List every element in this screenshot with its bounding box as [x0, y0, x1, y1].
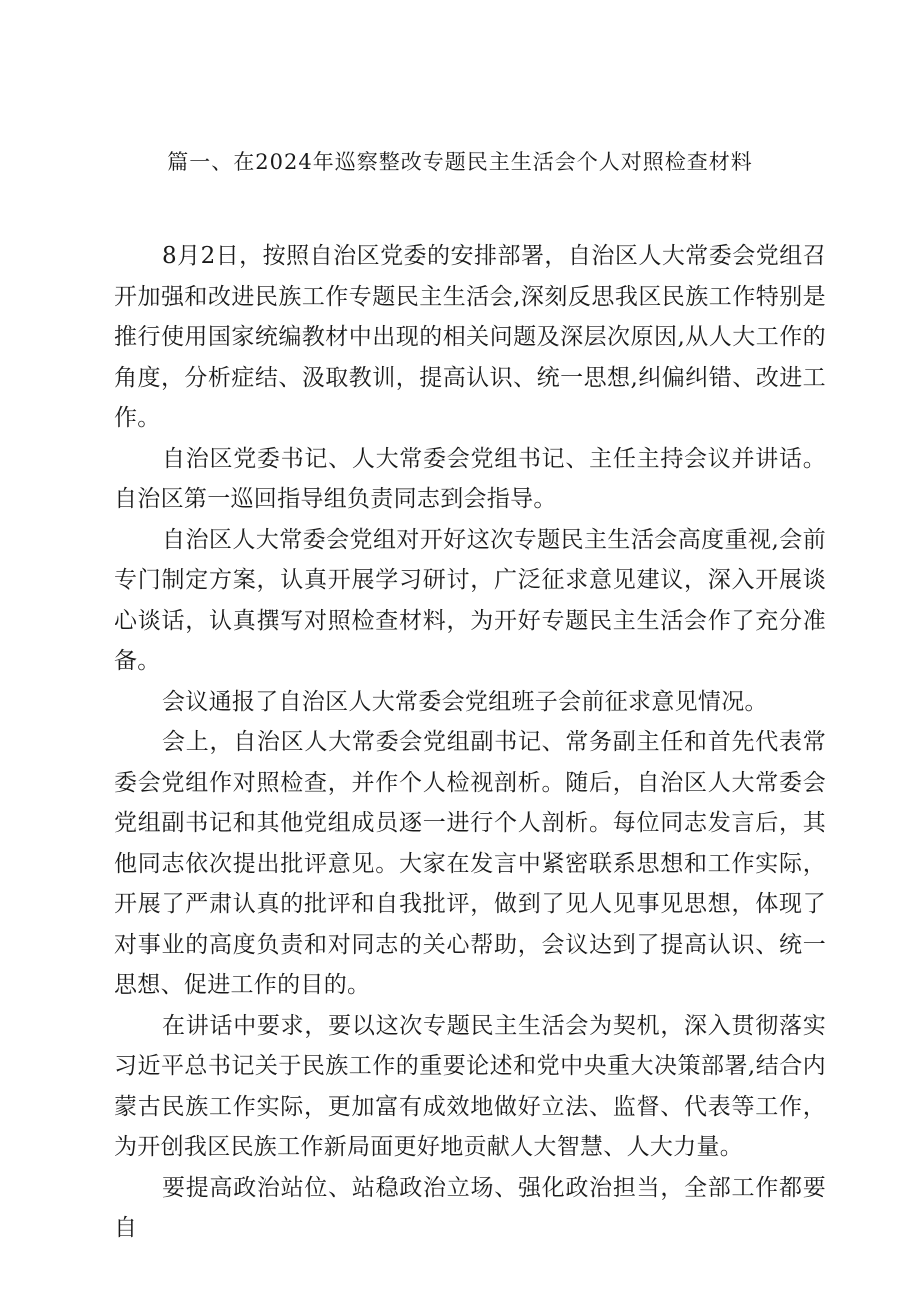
paragraph-5: 会上，自治区人大常委会党组副书记、常务副主任和首先代表常委会党组作对照检查，并作个人检视剖析。随后，自治区人大常委会党组副书记和其他党组成员逐一进行个人剖析。每位同志发言后，其他同志依次提出批评意见。大家在发言中紧密联系思想和工作实际，开展了严肃认真的批评和自我批评，做到了见人见事见思想，体现了对事业的高度负责和对同志的关心帮助，会议达到了提高认识、统一思想、促进工作的目的。: [114, 729, 826, 998]
paragraph-4: 会议通报了自治区人大常委会党组班子会前征求意见情况。: [162, 688, 768, 715]
paragraph-6: 在讲话中要求，要以这次专题民主生活会为契机，深入贯彻落实习近平总书记关于民族工作的重要论述和党中央重大决策部署,结合内蒙古民族工作实际，更加富有成效地做好立法、监督、代表等工作，为开创我区民族工作新局面更好地贡献人大智慧、人大力量。: [114, 1012, 826, 1160]
paragraph-7: 要提高政治站位、站稳政治立场、强化政治担当，全部工作都要自: [114, 1174, 826, 1241]
paragraph-1: 8月2日，按照自治区党委的安排部署，自治区人大常委会党组召开加强和改进民族工作专题民主生活会,深刻反思我区民族工作特别是推行使用国家统编教材中出现的相关问题及深层次原因,从人大工作的角度，分析症结、汲取教训，提高认识、统一思想,纠偏纠错、改进工作。: [114, 243, 826, 431]
paragraph-2: 自治区党委书记、人大常委会党组书记、主任主持会议并讲话。自治区第一巡回指导组负责同志到会指导。: [114, 445, 826, 512]
document-body: [114, 236, 826, 1249]
paragraph-3: 自治区人大常委会党组对开好这次专题民主生活会高度重视,会前专门制定方案，认真开展学习研讨，广泛征求意见建议，深入开展谈心谈话，认真撰写对照检查材料，为开好专题民主生活会作了充分准备。: [114, 526, 826, 674]
document-title: 篇一、在2024年巡察整改专题民主生活会个人对照检查材料: [167, 150, 753, 174]
